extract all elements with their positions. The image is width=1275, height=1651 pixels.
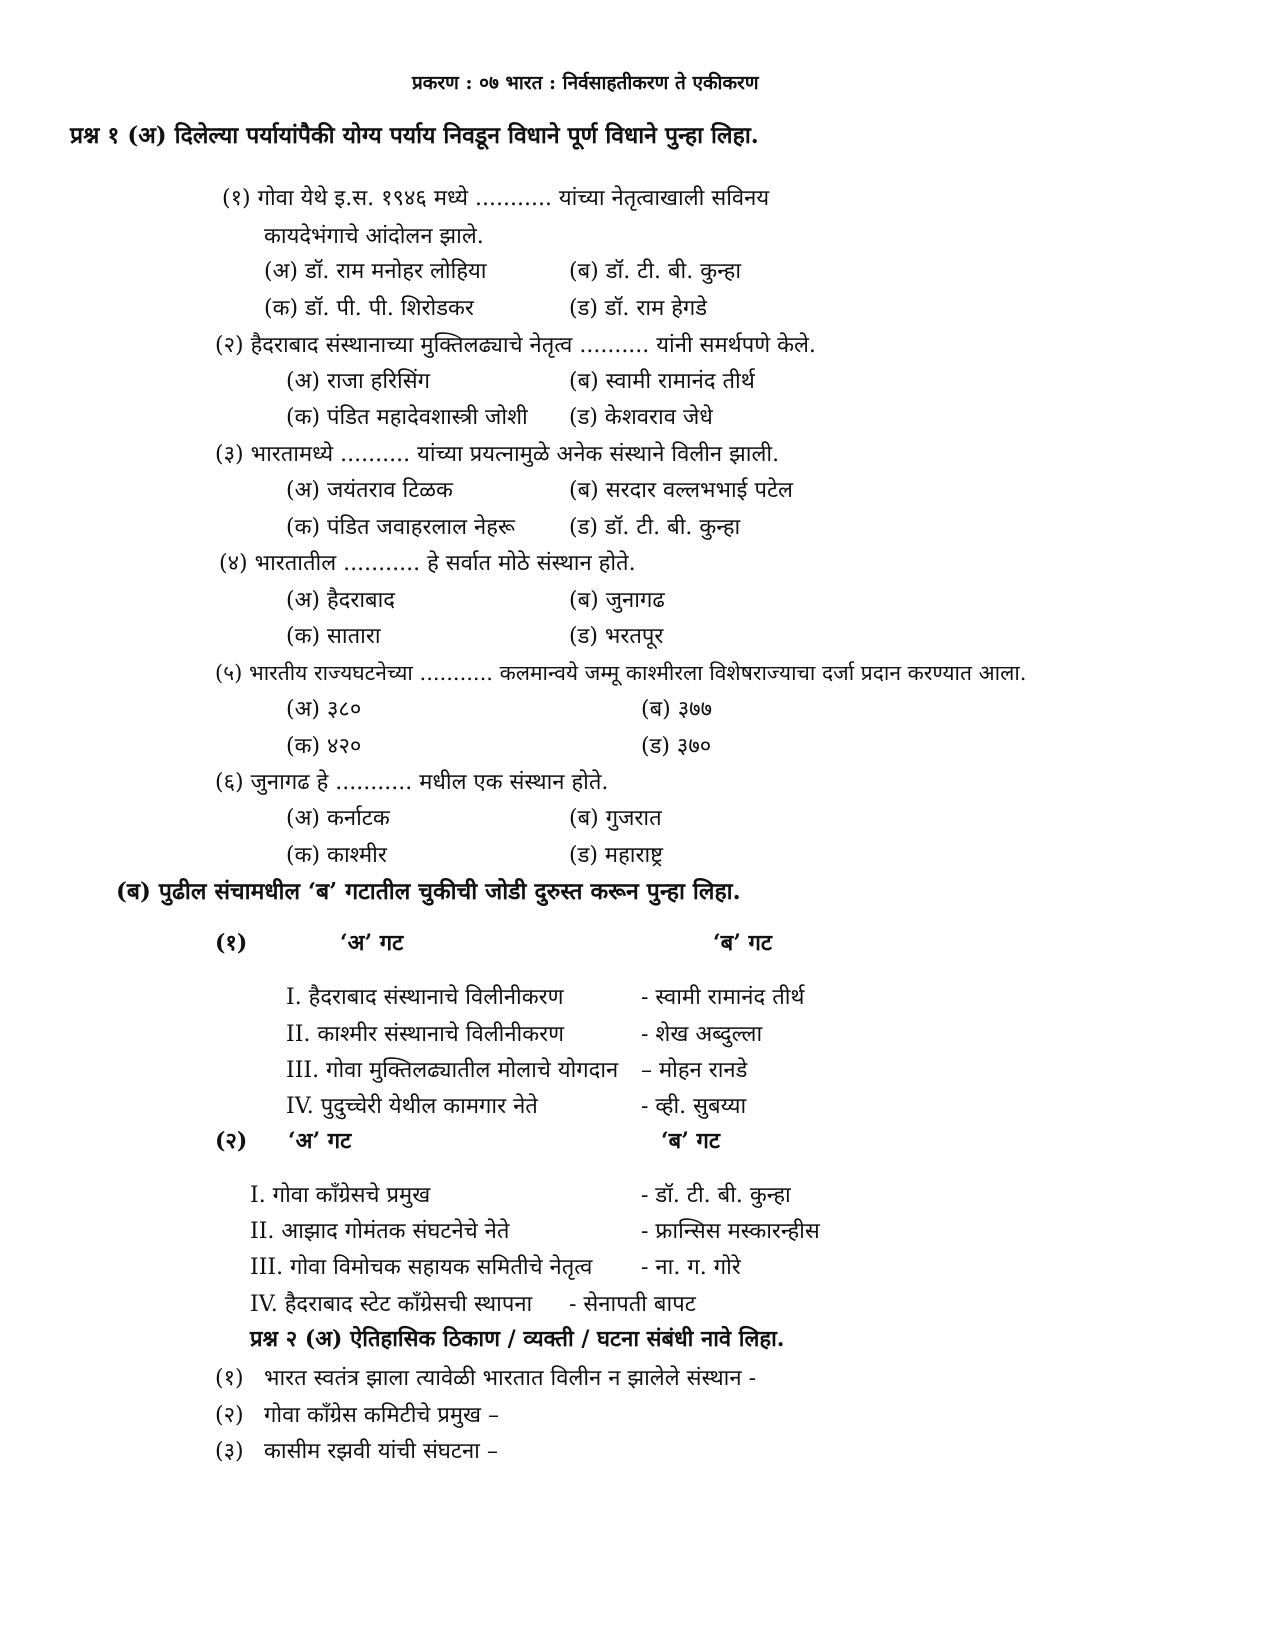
- q1a-item1-question: (१) गोवा येथे इ.स. १९४६ मध्ये ........... यांच्या नेतृत्वाखाली सविनय: [222, 186, 770, 211]
- q1a-item1-option-c: (क) डॉ. पी. पी. शिरोडकर: [264, 296, 474, 321]
- q1a-item4-question: (४) भारतातील ........... हे सर्वात मोठे संस्थान होते.: [219, 551, 636, 576]
- q1b-set1-row4-a: IV. पुदुच्चेरी येथील कामगार नेते: [286, 1094, 538, 1119]
- q1a-item6-option-d: (ड) महाराष्ट्र: [569, 843, 664, 868]
- q1a-item2-option-a: (अ) राजा हरिसिंग: [286, 369, 431, 394]
- q1b-set2-row3-b: - ना. ग. गोरे: [641, 1255, 741, 1280]
- q1a-item3-option-d: (ड) डॉ. टी. बी. कुन्हा: [569, 515, 741, 540]
- q1b-set1-row3-b: – मोहन रानडे: [641, 1058, 748, 1083]
- q1a-item3-option-a: (अ) जयंतराव टिळक: [286, 478, 453, 503]
- q1b-set2-number: (२): [215, 1128, 248, 1154]
- q1a-item4-option-a: (अ) हैदराबाद: [286, 588, 395, 613]
- q2a-item1-number: (१): [215, 1366, 244, 1391]
- q2a-item3-number: (३): [215, 1439, 244, 1464]
- q1b-set2-col-a-header: ‘अ’ गट: [288, 1128, 352, 1154]
- q1b-set1-row1-b: - स्वामी रामानंद तीर्थ: [641, 985, 805, 1010]
- q1a-item4-option-c: (क) सातारा: [286, 624, 381, 649]
- q1a-item1-option-b: (ब) डॉ. टी. बी. कुन्हा: [569, 259, 742, 284]
- q1b-set2-row3-a: III. गोवा विमोचक सहायक समितीचे नेतृत्व: [250, 1255, 593, 1280]
- q1a-item2-option-c: (क) पंडित महादेवशास्त्री जोशी: [286, 405, 528, 430]
- q1b-set2-col-b-header: ‘ब’ गट: [661, 1128, 721, 1154]
- q1b-set2-row4-b: - सेनापती बापट: [569, 1292, 696, 1317]
- q1a-item2-option-d: (ड) केशवराव जेधे: [569, 405, 713, 430]
- q2a-heading: प्रश्न २ (अ) ऐतिहासिक ठिकाण / व्यक्ती / घटना संबंधी नावे लिहा.: [250, 1326, 785, 1352]
- q1a-item5-option-b: (ब) ३७७: [641, 697, 713, 722]
- q1a-item6-option-c: (क) काश्मीर: [286, 843, 387, 868]
- q1b-set1-row2-a: II. काश्मीर संस्थानाचे विलीनीकरण: [286, 1022, 565, 1047]
- q1a-item4-option-d: (ड) भरतपूर: [569, 624, 664, 649]
- q1a-item3-option-b: (ब) सरदार वल्लभभाई पटेल: [569, 478, 793, 503]
- q2a-item3-text: कासीम रझवी यांची संघटना –: [264, 1439, 498, 1464]
- q1a-item5-option-d: (ड) ३७०: [641, 734, 712, 759]
- q1a-item6-option-a: (अ) कर्नाटक: [286, 806, 390, 831]
- chapter-title: प्रकरण : ०७ भारत : निर्वसाहतीकरण ते एकीकरण: [412, 72, 759, 94]
- q1b-set1-row1-a: I. हैदराबाद संस्थानाचे विलीनीकरण: [286, 985, 564, 1010]
- q1b-set2-row4-a: IV. हैदराबाद स्टेट कॉंग्रेसची स्थापना: [250, 1292, 533, 1317]
- q1a-item1-option-a: (अ) डॉ. राम मनोहर लोहिया: [264, 259, 487, 284]
- q1a-item1-question-cont: कायदेभंगाचे आंदोलन झाले.: [264, 224, 484, 249]
- q1a-item4-option-b: (ब) जुनागढ: [569, 588, 665, 613]
- q1a-item5-option-c: (क) ४२०: [286, 734, 362, 759]
- q1b-set1-row4-b: - व्ही. सुबय्या: [641, 1094, 747, 1119]
- q1b-set1-row3-a: III. गोवा मुक्तिलढ्यातील मोलाचे योगदान: [286, 1058, 619, 1083]
- q2a-item2-number: (२): [215, 1403, 244, 1428]
- q2a-item2-text: गोवा कॉंग्रेस कमिटीचे प्रमुख –: [264, 1403, 500, 1428]
- q1a-item5-option-a: (अ) ३८०: [286, 697, 362, 722]
- q1b-set1-number: (१): [215, 930, 248, 956]
- q1a-item6-option-b: (ब) गुजरात: [569, 806, 662, 831]
- q1a-item1-option-d: (ड) डॉ. राम हेगडे: [569, 296, 708, 321]
- q2a-item1-text: भारत स्वतंत्र झाला त्यावेळी भारतात विलीन न झालेले संस्थान -: [264, 1366, 757, 1391]
- q1a-item2-question: (२) हैदराबाद संस्थानाच्या मुक्तिलढ्याचे नेतृत्व .......... यांनी समर्थपणे केले.: [215, 333, 816, 358]
- q1b-set1-col-a-header: ‘अ’ गट: [340, 930, 404, 956]
- q1a-item3-option-c: (क) पंडित जवाहरलाल नेहरू: [286, 515, 515, 540]
- q1a-heading: प्रश्न १ (अ) दिलेल्या पर्यायांपैकी योग्य पर्याय निवडून विधाने पूर्ण विधाने पुन्हा लिहा.: [70, 122, 759, 149]
- q1a-item5-question: (५) भारतीय राज्यघटनेच्या ........... कलमान्वये जम्मू काश्मीरला विशेषराज्याचा दर्जा प्रदान करण्यात आला.: [215, 661, 1027, 685]
- q1b-set1-col-b-header: ‘ब’ गट: [713, 930, 773, 956]
- q1b-set2-row2-b: - फ्रान्सिस मस्कारन्हीस: [641, 1219, 820, 1244]
- q1b-set2-row2-a: II. आझाद गोमंतक संघटनेचे नेते: [250, 1219, 510, 1244]
- q1b-set2-row1-a: I. गोवा कॉंग्रेसचे प्रमुख: [250, 1183, 431, 1208]
- q1a-item6-question: (६) जुनागढ हे ........... मधील एक संस्थान होते.: [215, 770, 609, 795]
- q1b-set2-row1-b: - डॉ. टी. बी. कुन्हा: [641, 1183, 791, 1208]
- q1a-item2-option-b: (ब) स्वामी रामानंद तीर्थ: [569, 369, 755, 394]
- q1b-set1-row2-b: - शेख अब्दुल्ला: [641, 1022, 763, 1047]
- q1b-heading: (ब) पुढील संचामधील ‘ब’ गटातील चुकीची जोडी दुरुस्त करून पुन्हा लिहा.: [116, 878, 741, 905]
- q1a-item3-question: (३) भारतामध्ये .......... यांच्या प्रयत्नामुळे अनेक संस्थाने विलीन झाली.: [215, 442, 780, 467]
